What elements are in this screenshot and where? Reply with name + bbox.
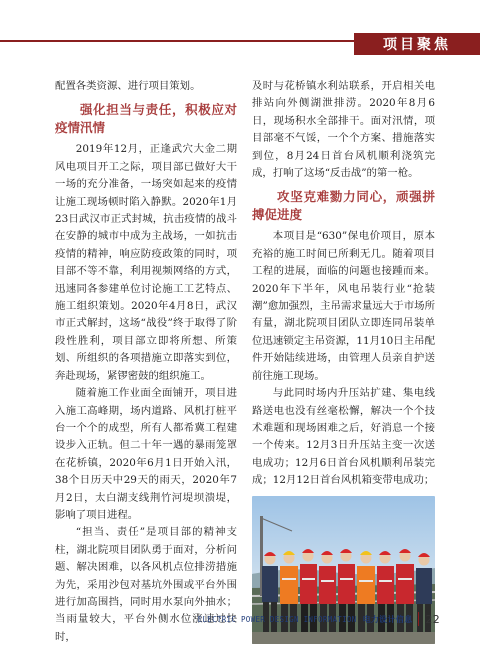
section-tag: 项目聚焦 (354, 33, 480, 55)
page-footer (198, 612, 440, 626)
paragraph: “担当、责任”是项目部的精神支柱，湖北院项目团队勇于面对，分析问题、解决困难，以各风机点位排涝措施为先，采用沙包对基坑外围或平台外围进行加高围挡，同时用水泵向外抽水；当雨量较大，平台外侧水位涨速过快时， (55, 526, 237, 643)
journal-name-cn: 电力设计信息 (362, 614, 413, 624)
page-number: 22 (425, 612, 440, 626)
paragraph: 与此同时场内升压站扩建、集电线路送电也没有丝毫松懈，解决一个个技术难题和现场困难之后，好消息一个接一个传来。12月3日升压站主变一次送电成功；12月6日首台风机顺利吊装完成；12月12日首台风机箱变带电成功； (252, 387, 435, 487)
footer-divider (418, 612, 419, 626)
section-heading: 攻坚克难勠力同心，顽强拼搏促进度 (252, 189, 435, 223)
section-heading: 强化担当与责任，积极应对疫情汛情 (55, 102, 237, 136)
right-column (252, 78, 435, 644)
paragraph: 配置各类资源、进行项目策划。 (55, 80, 201, 92)
paragraph: 及时与花桥镇水利站联系，开启相关电排站向外侧湖泄排涝。2020年8月6日，现场积水全部排干。面对汛情，项目部毫不气馁，一个个方案、措施落实到位，8月24日首台风机顺利浇筑完成，打响了这场“反击战”的第一枪。 (252, 80, 435, 180)
header-rule (0, 40, 354, 42)
paragraph: 本项目是“630”保电价项目，原本充裕的施工时间已所剩无几。随着项目工程的进展，面临的问题也接踵而来。2020年下半年，风电吊装行业“抢装潮”愈加强烈，主吊需求量远大于市场所有量，湖北院项目团队立即连同吊装单位迅速锁定主吊资源，11月10日主吊配件开始陆续进场，由管理人员亲自护送前往施工现场。 (252, 230, 435, 382)
paragraph: 2019年12月，正逢武穴大金二期风电项目开工之际，项目部已做好大干一场的充分准备，一场突如起来的疫情让施工现场顿时陷入静默。2020年1月23日武汉市正式封城，抗击疫情的战斗在安静的城市中成为主战场，一如抗击疫情的精神，响应防疫政策的同时，项目部不等不靠，利用视频网络的方式，迅速同各参建单位讨论施工工艺特点、施工组织策划。2020年4月8日，武汉市正式解封，这场“战役”终于取得了阶段性胜利，项目部立即将所想、所策划、所组织的各项措施立即落实到位，奔赴现场，紧锣密鼓的组织施工。 (55, 143, 237, 382)
journal-name-en: ELECTRIC POWER DESIGN INFORMATION (197, 614, 357, 624)
paragraph: 随着施工作业面全面铺开，项目进入施工高峰期，场内道路、风机打桩平台一个个的成型，所有人都希冀工程建设步入正轨。但二十年一遇的暴雨笼罩在花桥镇，2020年6月1日开始入汛，38个日历天中29天的雨天，2020年7月2日，太白湖支线荆竹河堤坝溃堤，影响了项目进程。 (55, 387, 237, 521)
left-column (55, 78, 237, 646)
